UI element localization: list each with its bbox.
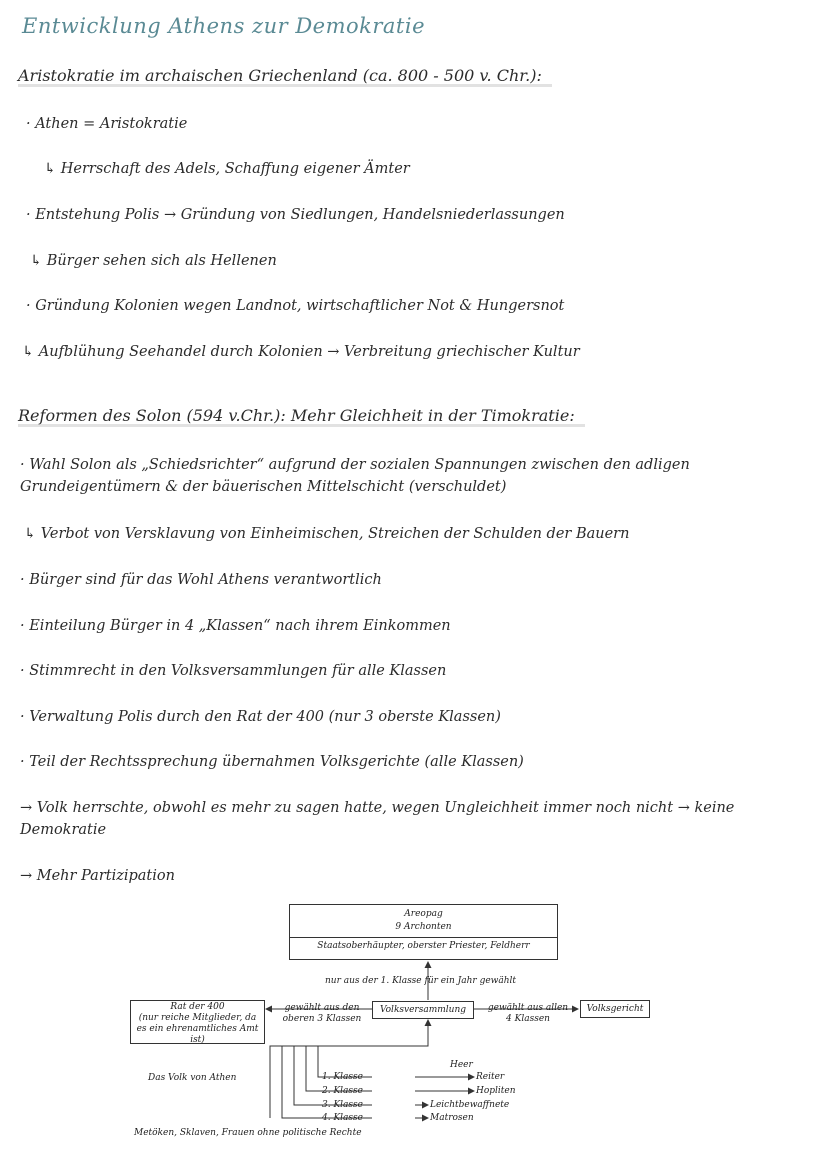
klasse-role: Reiter <box>476 1072 505 1082</box>
klasse-label: 3. Klasse <box>322 1100 363 1110</box>
klasse-label: 4. Klasse <box>322 1113 363 1123</box>
heer-label: Heer <box>450 1060 473 1070</box>
note-line: · Einteilung Bürger in 4 „Klassen“ nach ihrem Einkommen <box>20 618 451 634</box>
areopag-description: Staatsoberhäupter, oberster Priester, Feldherr <box>290 937 557 953</box>
areopag-box <box>289 904 558 960</box>
volk-label: Das Volk von Athen <box>148 1073 237 1083</box>
rat-box <box>130 1000 265 1044</box>
volksversammlung-box: Volksversammlung <box>372 1001 474 1019</box>
gericht-election-note: gewählt aus allen 4 Klassen <box>487 1003 569 1024</box>
areopag-name: Areopag <box>404 909 443 919</box>
note-line: ↳ Aufblühung Seehandel durch Kolonien → Verbreitung griechischer Kultur <box>22 344 580 360</box>
non-citizens-note: Metöken, Sklaven, Frauen ohne politische Rechte <box>134 1128 362 1138</box>
note-line: · Stimmrecht in den Volksversammlungen für alle Klassen <box>20 663 447 679</box>
volksgericht-box: Volksgericht <box>580 1000 650 1018</box>
note-line: · Gründung Kolonien wegen Landnot, wirtschaftlicher Not & Hungersnot <box>26 298 565 314</box>
klasse-label: 1. Klasse <box>322 1072 363 1082</box>
klasse-label: 2. Klasse <box>322 1086 363 1096</box>
note-line: · Verwaltung Polis durch den Rat der 400 (nur 3 oberste Klassen) <box>20 709 501 725</box>
areopag-election-note: nur aus der 1. Klasse für ein Jahr gewählt <box>325 976 517 986</box>
klasse-role: Leichtbewaffnete <box>430 1100 510 1110</box>
note-line: ↳ Herrschaft des Adels, Schaffung eigener Ämter <box>44 161 410 177</box>
section-heading-aristokratie: Aristokratie im archaischen Griechenland (ca. 800 - 500 v. Chr.): <box>18 66 552 87</box>
klasse-role: Hopliten <box>476 1086 516 1096</box>
rat-election-note: gewählt aus den oberen 3 Klassen <box>282 1003 362 1024</box>
note-line: · Teil der Rechtssprechung übernahmen Volksgerichte (alle Klassen) <box>20 754 524 770</box>
note-line: → Mehr Partizipation <box>20 868 175 884</box>
klasse-role: Matrosen <box>430 1113 474 1123</box>
page-title: Entwicklung Athens zur Demokratie <box>22 14 426 38</box>
rat-name: Rat der 400 <box>170 1002 225 1012</box>
note-line: · Bürger sind für das Wohl Athens verantwortlich <box>20 572 382 588</box>
note-line: · Wahl Solon als „Schiedsrichter“ aufgrund der sozialen Spannungen zwischen den adligen Grundeigentümern & der bäuerischen Mittelschicht (verschuldet) <box>20 457 690 495</box>
note-line: ↳ Verbot von Versklavung von Einheimischen, Streichen der Schulden der Bauern <box>24 526 630 542</box>
rat-note: (nur reiche Mitglieder, da es ein ehrenamtliches Amt ist) <box>136 1013 259 1045</box>
areopag-members: 9 Archonten <box>395 922 452 932</box>
section-heading-solon: Reformen des Solon (594 v.Chr.): Mehr Gleichheit in der Timokratie: <box>18 406 585 427</box>
note-line: → Volk herrschte, obwohl es mehr zu sagen hatte, wegen Ungleichheit immer noch nicht → keine Demokratie <box>20 800 735 838</box>
note-line: · Athen = Aristokratie <box>26 116 188 132</box>
note-line: ↳ Bürger sehen sich als Hellenen <box>30 253 277 269</box>
note-line: · Entstehung Polis → Gründung von Siedlungen, Handelsniederlassungen <box>26 207 565 223</box>
bracket-klasse-2 <box>306 1046 372 1091</box>
